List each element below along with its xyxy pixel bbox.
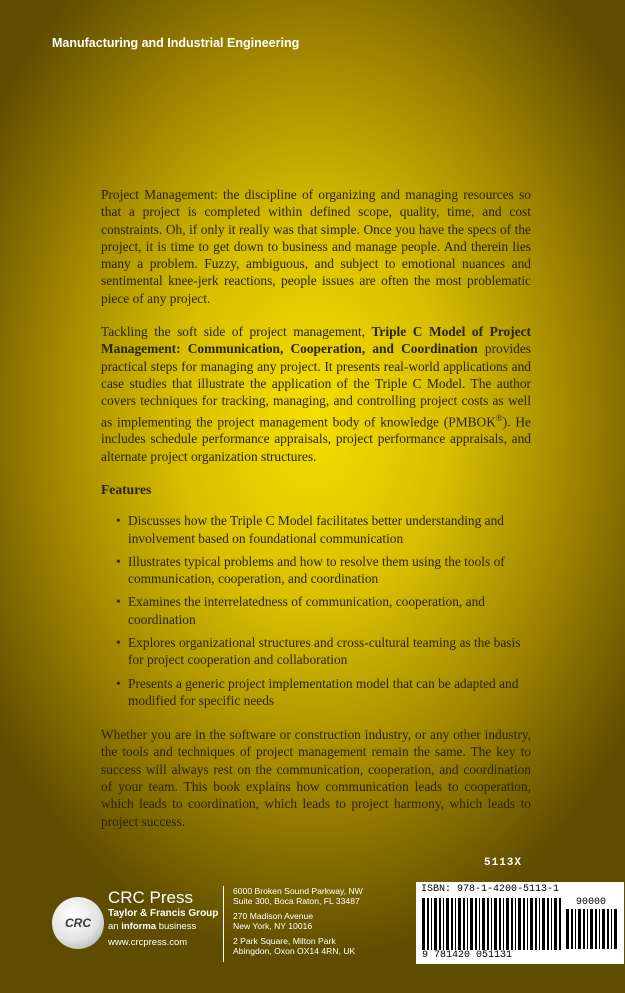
intro-paragraph: Project Management: the discipline of organizing and managing resources so that a project is completed within defined scope, quality, time, and cost constraints. Oh, if only it really was that simple. Once you have the specs of the project, it is time to get down to business and manage people. And therein lies many a problem. Fuzzy, ambiguous, and subject to emotional nuances and sentimental knee-jerk reactions, people issues are often the most problematic piece of any project. [101,187,531,306]
ean-text: 9 781420 051131 [422,950,513,961]
publisher-url[interactable]: www.crcpress.com [108,937,188,948]
feature-item: • Explores organizational structures and cross-cultural teaming as the basis for project cooperation and collaboration [116,634,531,669]
registered-mark: ® [495,412,503,423]
barcode [416,882,624,964]
series-title: Manufacturing and Industrial Engineering [52,36,300,50]
publisher-addresses [233,886,363,960]
address: 270 Madison Avenue New York, NY 10016 [233,910,314,932]
feature-item: • Presents a generic project implementation model that can be adapted and modified for specific needs [116,675,531,710]
addon-code: 90000 [576,897,607,908]
features-heading: Features [101,481,152,497]
address: 6000 Broken Sound Parkway, NW Suite 300, Boca Raton, FL 33487 [233,886,363,907]
crc-logo-icon: CRC [52,897,104,949]
footer [0,857,625,993]
publisher-group: Taylor & Francis Group [108,908,219,919]
publisher-informa: an informa business [108,921,197,932]
book-title: Triple C Model of Project Management: Communication, Cooperation, and Coordination [101,324,531,357]
publisher-name: CRC Press [108,888,194,907]
summary-paragraph: Tackling the soft side of project management, Triple C Model of Project Management: Communication, Cooperation, and Coordination provides practical steps for managing any project. It presents real-world applications and case studies that illustrate the application of the Triple C Model. The author covers techniques for tracking, managing, and controlling project costs as well as implementing the project management body of knowledge (PMBOK®). He includes schedule performance appraisals, project performance appraisals, and alternate project organization structures. [101,324,531,464]
feature-item: • Discusses how the Triple C Model facilitates better understanding and involvement based on foundational communication [116,512,531,547]
publisher-block [108,888,218,950]
addon-barcode-bars [566,909,618,949]
catalog-number: 5113X [484,857,523,869]
feature-item: • Illustrates typical problems and how to resolve them using the tools of communication, cooperation, and coordination [116,553,531,588]
features-list [101,512,531,709]
closing-paragraph: Whether you are in the software or construction industry, or any other industry, the tools and techniques of project management remain the same. The key to success will always rest on the communication, cooperation, and coordination of your team. This book explains how communication leads to cooperation, which leads to coordination, which leads to project harmony, which leads to project success. [101,727,531,829]
divider [223,886,224,962]
back-cover-text [101,186,531,846]
ean-barcode-bars [422,898,562,950]
feature-item: • Examines the interrelatedness of communication, cooperation, and coordination [116,593,531,628]
address: 2 Park Square, Milton Park Abingdon, Oxon OX14 4RN, UK [233,935,356,957]
isbn-text: ISBN: 978-1-4200-5113-1 [421,884,560,895]
